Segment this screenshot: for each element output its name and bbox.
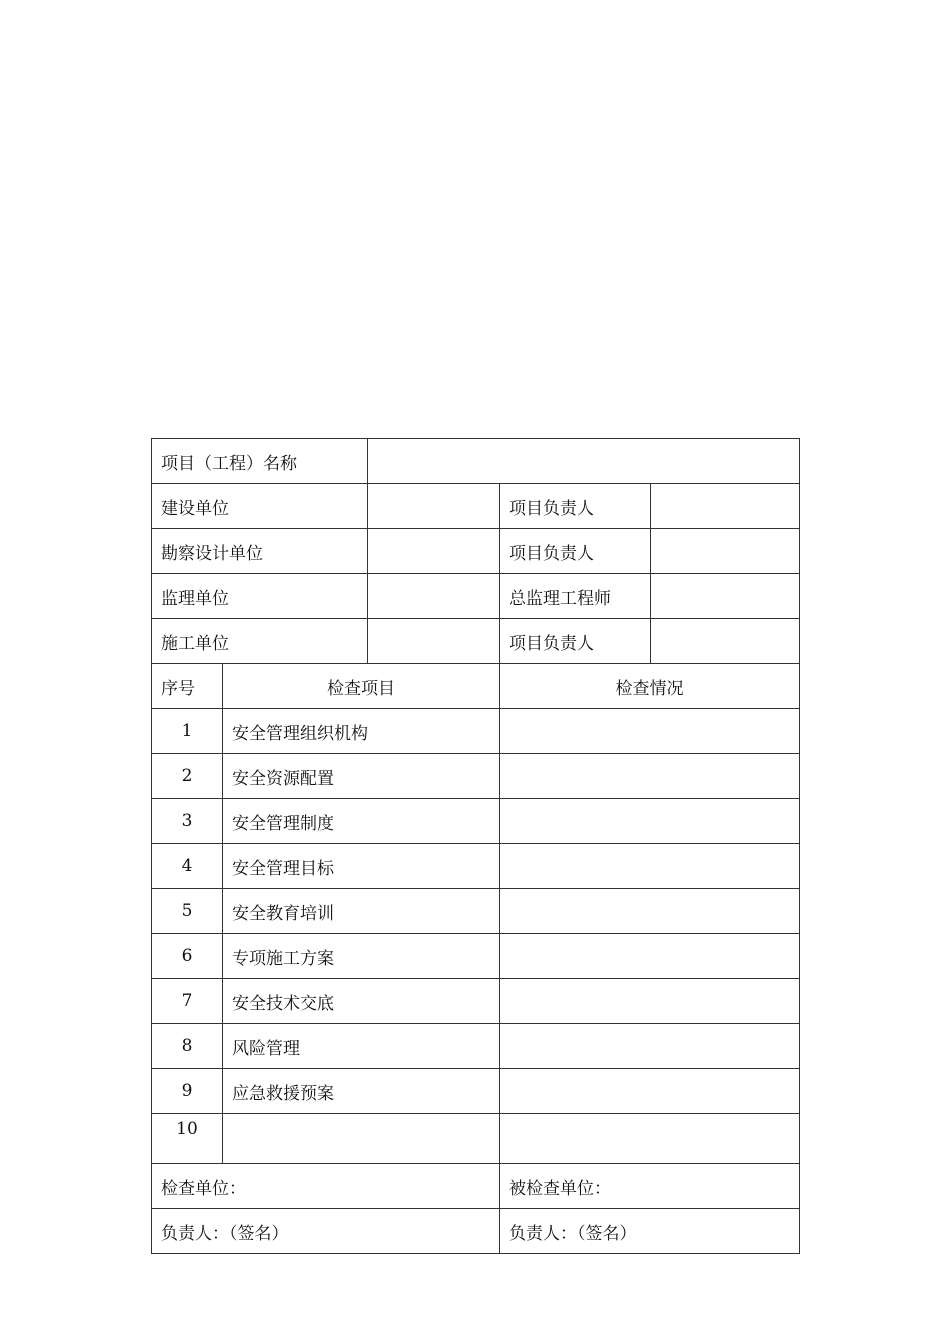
design-manager-label: 项目负责人 (500, 529, 651, 574)
item-status-field[interactable] (500, 709, 800, 754)
table-row (152, 1114, 800, 1164)
table-row (152, 754, 800, 799)
item-number: 4 (152, 844, 223, 889)
item-status-field[interactable] (500, 1024, 800, 1069)
inspected-unit-field[interactable]: 被检查单位： (500, 1164, 800, 1209)
seq-column-header: 序号 (152, 664, 223, 709)
contractor-unit-label: 施工单位 (152, 619, 368, 664)
project-name-label: 项目（工程）名称 (152, 439, 368, 484)
supervision-unit-field[interactable] (368, 574, 500, 619)
supervision-unit-row (152, 574, 800, 619)
item-status-field[interactable] (500, 934, 800, 979)
contractor-manager-field[interactable] (651, 619, 800, 664)
table-row (152, 1069, 800, 1114)
item-name: 专项施工方案 (223, 934, 500, 979)
item-name-field[interactable] (223, 1114, 500, 1164)
inspecting-signer-field[interactable]: 负责人：（签名） (152, 1209, 500, 1254)
design-unit-field[interactable] (368, 529, 500, 574)
item-number: 10 (152, 1114, 223, 1164)
inspected-signer-field[interactable]: 负责人：（签名） (500, 1209, 800, 1254)
supervision-unit-label: 监理单位 (152, 574, 368, 619)
design-unit-row (152, 529, 800, 574)
table-row (152, 709, 800, 754)
item-name: 安全管理目标 (223, 844, 500, 889)
item-status-field[interactable] (500, 979, 800, 1024)
construction-manager-label: 项目负责人 (500, 484, 651, 529)
table-row (152, 889, 800, 934)
item-number: 2 (152, 754, 223, 799)
status-column-header: 检查情况 (500, 664, 800, 709)
table-row (152, 1024, 800, 1069)
item-number: 1 (152, 709, 223, 754)
item-number: 9 (152, 1069, 223, 1114)
item-name: 安全教育培训 (223, 889, 500, 934)
unit-signature-row (152, 1164, 800, 1209)
item-name: 安全管理组织机构 (223, 709, 500, 754)
table-row (152, 844, 800, 889)
project-name-row (152, 439, 800, 484)
item-number: 7 (152, 979, 223, 1024)
inspection-form-table (151, 438, 800, 1254)
inspecting-unit-field[interactable]: 检查单位： (152, 1164, 500, 1209)
table-row (152, 934, 800, 979)
contractor-unit-row (152, 619, 800, 664)
column-header-row (152, 664, 800, 709)
construction-unit-field[interactable] (368, 484, 500, 529)
design-manager-field[interactable] (651, 529, 800, 574)
item-status-field[interactable] (500, 1069, 800, 1114)
item-status-field[interactable] (500, 799, 800, 844)
item-status-field[interactable] (500, 844, 800, 889)
item-column-header: 检查项目 (223, 664, 500, 709)
item-name: 安全技术交底 (223, 979, 500, 1024)
contractor-manager-label: 项目负责人 (500, 619, 651, 664)
construction-manager-field[interactable] (651, 484, 800, 529)
item-number: 8 (152, 1024, 223, 1069)
item-name: 安全管理制度 (223, 799, 500, 844)
item-name: 安全资源配置 (223, 754, 500, 799)
project-name-field[interactable] (368, 439, 800, 484)
item-number: 3 (152, 799, 223, 844)
chief-supervisor-label: 总监理工程师 (500, 574, 651, 619)
item-name: 风险管理 (223, 1024, 500, 1069)
contractor-unit-field[interactable] (368, 619, 500, 664)
item-status-field[interactable] (500, 889, 800, 934)
item-status-field[interactable] (500, 1114, 800, 1164)
design-unit-label: 勘察设计单位 (152, 529, 368, 574)
item-status-field[interactable] (500, 754, 800, 799)
chief-supervisor-field[interactable] (651, 574, 800, 619)
construction-unit-label: 建设单位 (152, 484, 368, 529)
construction-unit-row (152, 484, 800, 529)
item-number: 6 (152, 934, 223, 979)
signer-row (152, 1209, 800, 1254)
item-number: 5 (152, 889, 223, 934)
table-row (152, 799, 800, 844)
item-name: 应急救援预案 (223, 1069, 500, 1114)
table-row (152, 979, 800, 1024)
